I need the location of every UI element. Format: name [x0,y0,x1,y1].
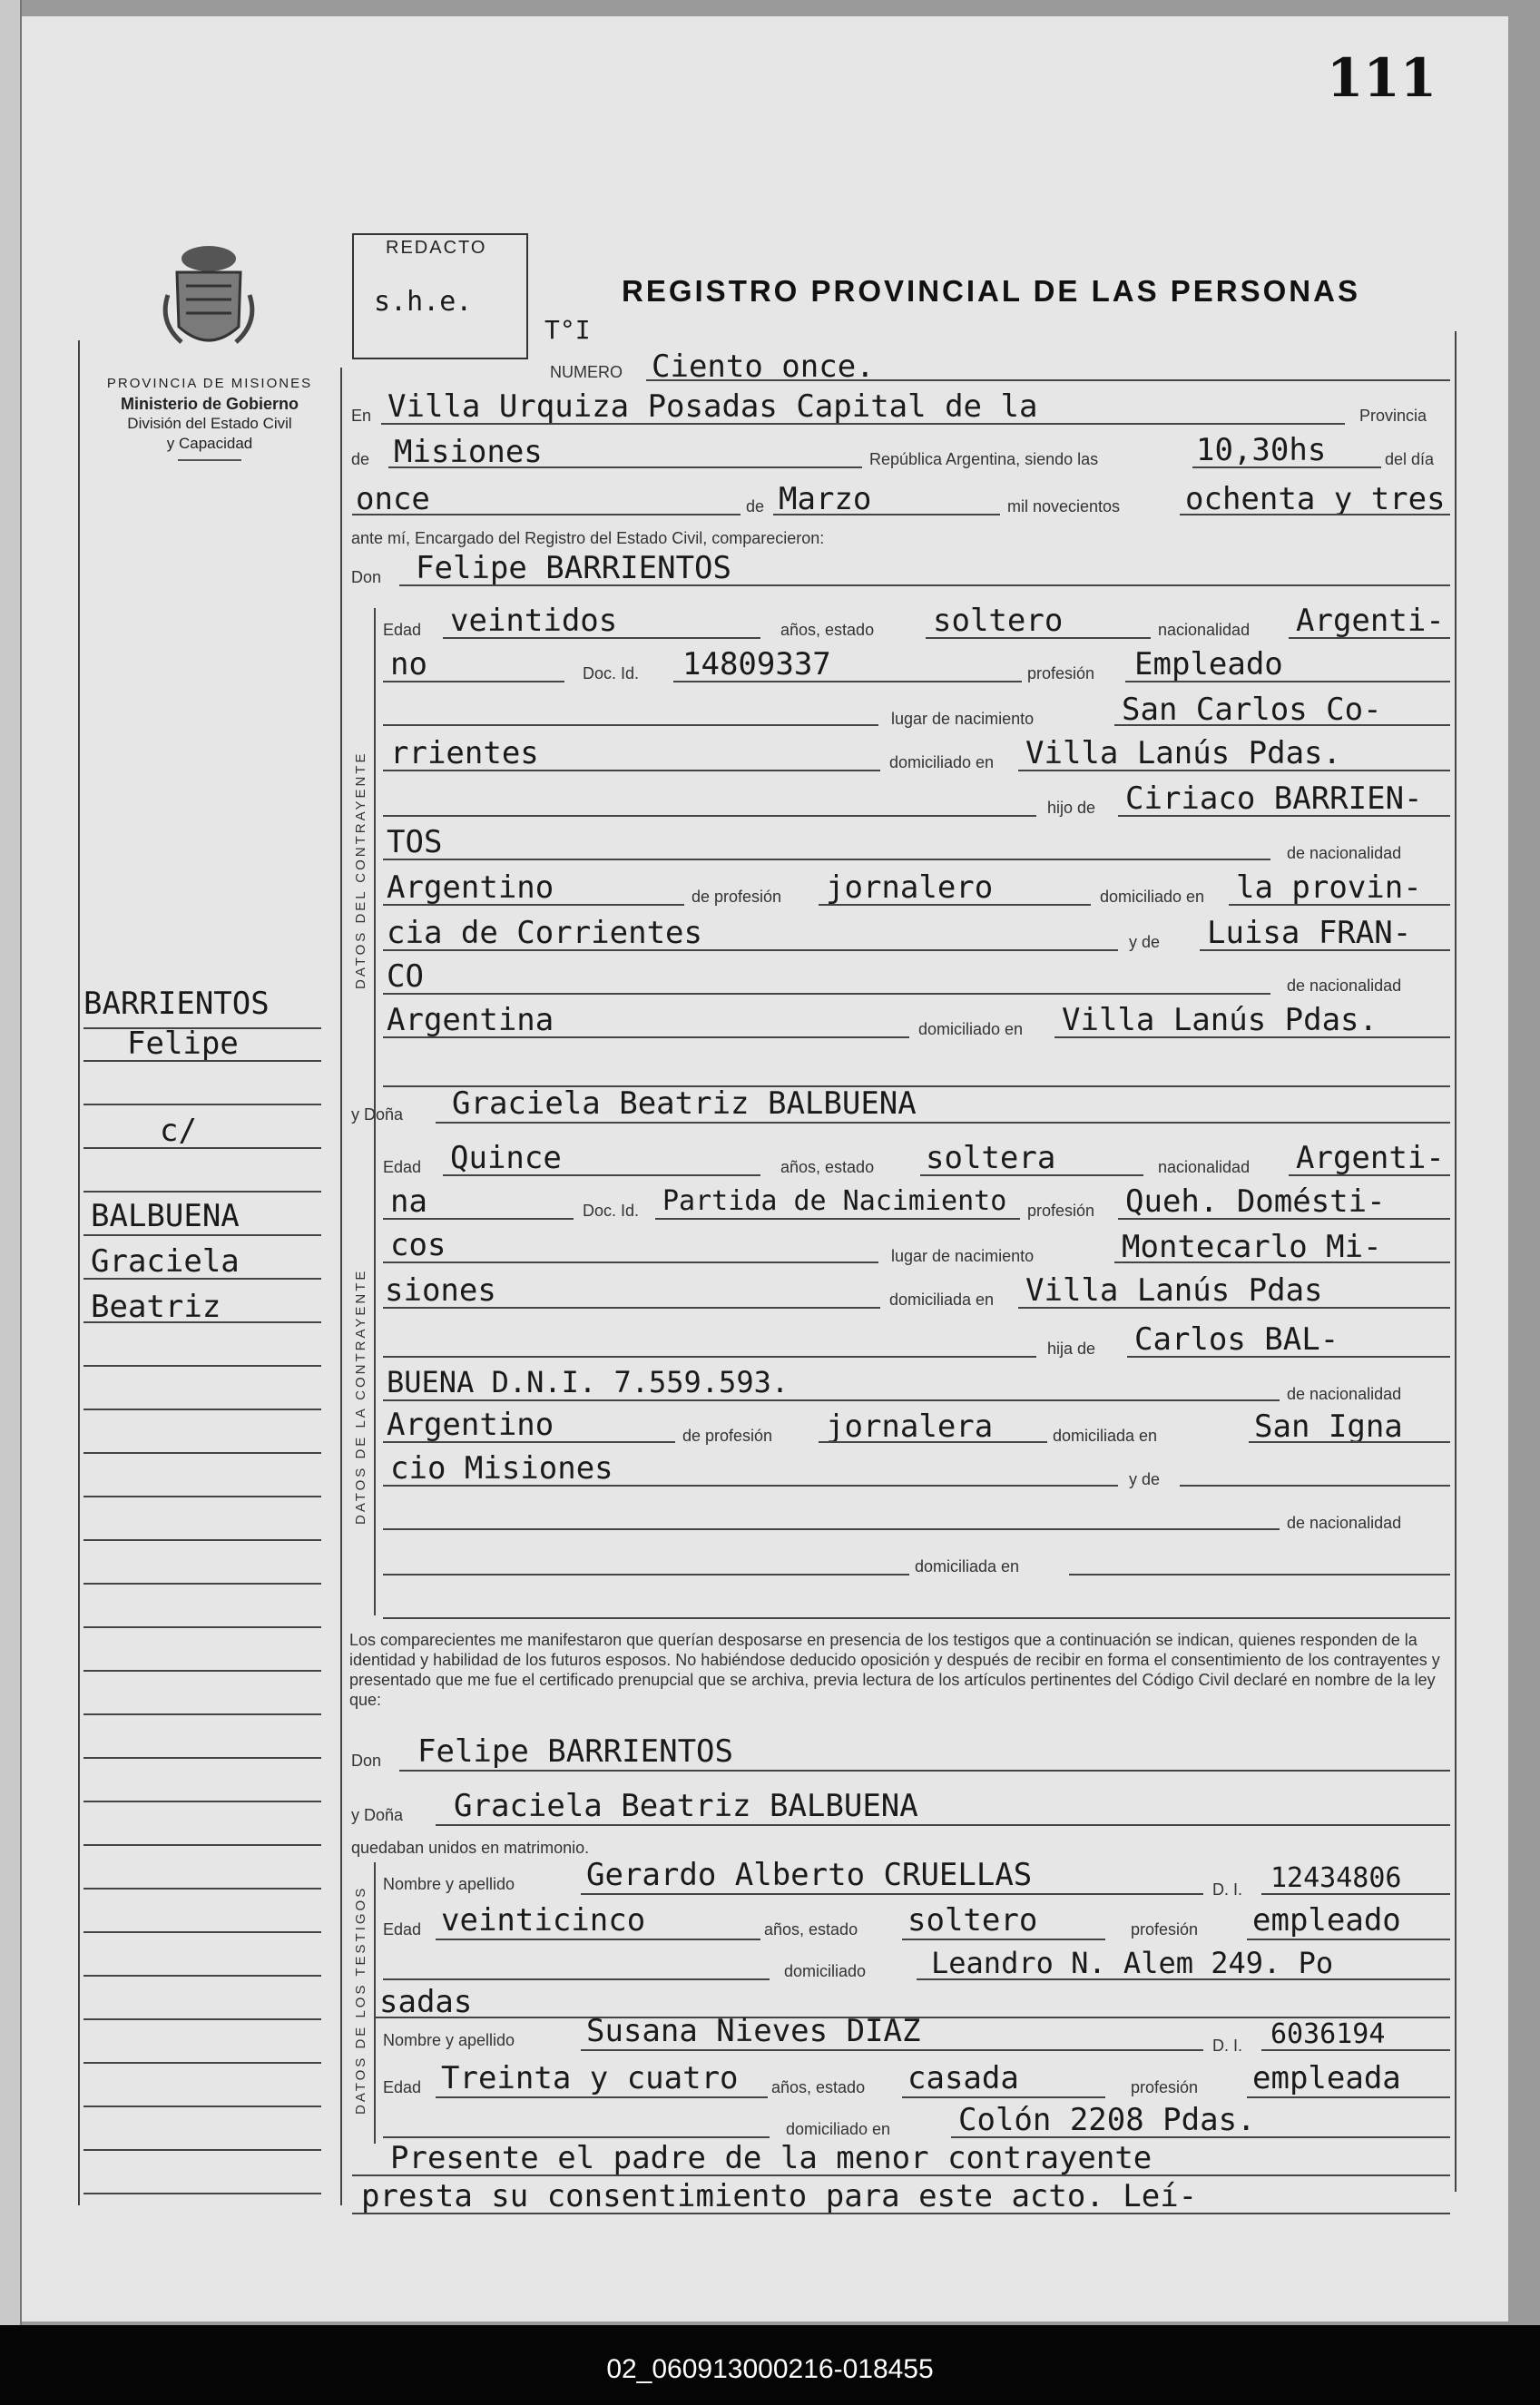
c-edad-value: veintidos [450,603,618,639]
c-madre-value-2: CO [387,958,424,995]
c-madre-dom-label: domiciliado en [918,1020,1024,1038]
f-hija-blank-line [383,1356,1036,1358]
c-nacionalidad-line-2 [383,681,564,682]
f-lugar-nac-label: lugar de nacimiento [891,1247,1035,1265]
t2-estado-line [902,2096,1105,2098]
f-domicilio-value: Villa Lanús Pdas [1025,1272,1323,1309]
c-lugar-nac-value-2: rrientes [390,735,539,771]
c-domicilio-value: Villa Lanús Pdas. [1025,735,1341,771]
c-padre-nac-label: de nacionalidad [1287,844,1402,862]
tomo-mark: T°I [544,315,591,345]
del-dia-label: del día [1385,450,1435,468]
scan-reference-code: 02_060913000216-018455 [606,2354,934,2384]
f-profesion-value-2: cos [390,1227,446,1263]
closing-line-2-rule [352,2213,1450,2214]
f-estado-value: soltera [926,1140,1056,1176]
f-nacionalidad-value-1: Argenti- [1296,1140,1445,1176]
f-nacionalidad-line [1289,1174,1450,1176]
c-nacionalidad-label: nacionalidad [1158,621,1251,639]
f-edad-line [443,1174,760,1176]
f-hija-label: hija de [1047,1340,1096,1358]
f-profesion-label: profesión [1027,1202,1095,1220]
t1-dom-value-2: sadas [379,1984,473,2020]
mes-value: Marzo [779,481,872,517]
margin-rule [83,1626,321,1628]
t2-nombre-line [581,2049,1203,2051]
margin-rule [83,1496,321,1497]
f-padre-prof-label: de profesión [682,1427,773,1445]
c-profesion-label: profesión [1027,664,1095,682]
t1-edad-value: veinticinco [441,1902,646,1939]
margin-rule [83,1844,321,1846]
t2-nombre-value: Susana Nieves DIAZ [586,2013,921,2049]
c-nacionalidad-value-1: Argenti- [1296,603,1445,639]
c-padre-value-2: TOS [387,824,443,860]
office-ministry: Ministerio de Gobierno [120,395,299,413]
t1-nombre-value: Gerardo Alberto CRUELLAS [586,1857,1033,1893]
f-anios-estado-label: años, estado [780,1158,875,1176]
margin-note-name-groom: Felipe [127,1026,239,1062]
margin-rule [83,1234,321,1236]
t1-di-line [1261,1893,1450,1895]
redacto-initials: s.h.e. [374,286,473,318]
contrayenta-block-rule [374,1144,376,1615]
f-padre-dom-line-2 [383,1485,1118,1487]
t1-edad-label: Edad [383,1920,422,1939]
margin-rule [83,1583,321,1585]
f-padre-nac-label: de nacionalidad [1287,1385,1402,1403]
margin-rule [83,1670,321,1672]
t1-di-value: 12434806 [1270,1862,1402,1894]
c-nacionalidad-line [1289,637,1450,639]
c-anios-estado-label: años, estado [780,621,875,639]
t1-dom-label: domiciliado [784,1962,867,1980]
f-profesion-line [1118,1218,1450,1220]
testigos-block-rule [374,1862,376,2144]
c-madre-dom-value: Villa Lanús Pdas. [1062,1002,1378,1038]
t2-edad-line [436,2096,768,2098]
f-madre-nac-label: de nacionalidad [1287,1514,1402,1532]
c-profesion-line [1125,681,1450,682]
c-padre-prof-line [819,904,1091,906]
margin-note-name-bride: Graciela [91,1243,240,1280]
t2-estado-value: casada [907,2060,1019,2096]
c-madre-nac-label: de nacionalidad [1287,977,1402,995]
hora-value: 10,30hs [1196,432,1327,468]
don-line [399,584,1450,586]
margin-rule [83,1931,321,1933]
form-title: REGISTRO PROVINCIAL DE LAS PERSONAS [622,274,1360,308]
margin-rule [83,1147,321,1149]
dona-label: y Doña [351,1105,404,1124]
margin-rule [83,1409,321,1410]
c-domicilio-line [1018,770,1450,771]
issuing-office [78,374,341,461]
t2-dom-line [951,2136,1450,2138]
c-madre-line-2 [383,993,1270,995]
f-estado-line [920,1174,1143,1176]
t1-estado-value: soltero [907,1902,1038,1939]
decl-don-value: Felipe BARRIENTOS [417,1733,733,1770]
hora-line [1192,466,1381,468]
f-block-end-line [383,1617,1450,1619]
f-edad-value: Quince [450,1140,562,1176]
c-nacionalidad-value-2: no [390,646,427,682]
t1-di-label: D. I. [1212,1880,1243,1899]
f-padre-line [1127,1356,1450,1358]
c-padre-nac-line [383,904,684,906]
t1-profesion-value: empleado [1252,1902,1401,1939]
c-padre-nac-value: Argentino [387,869,554,906]
numero-line [646,379,1450,381]
f-doc-line [655,1218,1020,1220]
t2-edad-label: Edad [383,2078,422,2096]
c-estado-value: soltero [933,603,1064,639]
f-doc-label: Doc. Id. [583,1202,640,1220]
republica-label: República Argentina, siendo las [869,450,1099,468]
t2-di-line [1261,2049,1450,2051]
c-doc-label: Doc. Id. [583,664,640,682]
c-padre-prof-value: jornalero [826,869,994,906]
f-padre-line-2 [383,1399,1280,1401]
f-nacionalidad-value-2: na [390,1183,427,1220]
t2-nombre-label: Nombre y apellido [383,2031,515,2049]
anio-line [1180,514,1450,515]
anio-value: ochenta y tres [1185,481,1446,517]
c-domiciliado-label: domiciliado en [889,753,995,771]
c-doc-value: 14809337 [682,646,831,682]
office-divider [178,459,241,461]
c-padre-prof-label: de profesión [692,888,782,906]
f-padre-prof-value: jornalera [826,1409,994,1445]
mil-label: mil novecientos [1007,497,1121,515]
contrayente-section-label: DATOS DEL CONTRAYENTE [353,751,368,989]
f-madre-line [1180,1485,1450,1487]
mes-line [773,514,1000,515]
decl-dona-label: y Doña [351,1806,404,1824]
f-padre-dom-label: domiciliada en [1053,1427,1158,1445]
t1-dom-line [917,1978,1450,1980]
provincia-label: Provincia [1359,407,1427,425]
numero-value: Ciento once. [652,348,875,385]
f-madre-dom-label: domiciliada en [915,1557,1020,1576]
don-label: Don [351,568,382,586]
t2-dom-label: domiciliado en [786,2120,891,2138]
c-edad-label: Edad [383,621,422,639]
decl-don-label: Don [351,1752,382,1770]
margin-rule [83,1801,321,1802]
t1-estado-line [902,1939,1105,1940]
c-padre-dom-line [1229,904,1450,906]
t1-nombre-label: Nombre y apellido [383,1875,515,1893]
c-lugar-nac-line-2 [383,770,880,771]
t1-dom-value-1: Leandro N. Alem 249. Po [931,1946,1334,1980]
margin-rule [83,1888,321,1890]
margin-rule [83,1713,321,1715]
margin-rule [83,2193,321,2194]
dona-line [436,1122,1450,1124]
f-profesion-line-2 [383,1261,878,1263]
c-profesion-value: Empleado [1134,646,1283,682]
t1-estado-label: años, estado [764,1920,858,1939]
c-madre-dom-line [1054,1036,1450,1038]
declaration-paragraph: Los comparecientes me manifestaron que querían desposarse en presencia de los testigos que a continuación se indican, quienes responden de la identidad y habilidad de los futuros esposos. No habiéndose deducido oposición y después de recibir en forma el consentimiento de los contrayentes y presentado que me fue el certificado prenupcial que se archiva, previa lectura de los artículos pertinentes del Código Civil declaré en nombre de la ley que: [349,1631,1440,1709]
dona-value: Graciela Beatriz BALBUENA [452,1085,917,1122]
ante-text: ante mí, Encargado del Registro del Estado Civil, comparecieron: [351,529,825,547]
f-lugar-nac-line-2 [383,1307,880,1309]
margin-rule [83,1539,321,1541]
numero-label: NUMERO [550,363,623,381]
de-mes-label: de [746,497,765,515]
t1-profesion-label: profesión [1131,1920,1199,1939]
c-padre-dom-line-2 [383,949,1118,951]
book-binding-edge [0,0,22,2405]
closing-line-1: Presente el padre de la menor contrayente [390,2140,1153,2176]
f-domicilio-line [1018,1307,1450,1309]
decl-don-line [399,1770,1450,1772]
margin-rule [83,2149,321,2151]
f-lugar-nac-value-1: Montecarlo Mi- [1122,1229,1382,1265]
f-nacionalidad-line-2 [383,1218,574,1220]
f-padre-prof-line [819,1441,1047,1443]
c-blank-line [383,724,878,726]
c-madre-nac-line [383,1036,909,1038]
f-madre-dom-line [1069,1574,1450,1576]
c-padre-dom-value-1: la provin- [1236,869,1422,906]
t2-dom-blank-line [383,2136,770,2138]
c-lugar-nac-value-1: San Carlos Co- [1122,692,1382,728]
f-nacionalidad-label: nacionalidad [1158,1158,1251,1176]
t2-edad-value: Treinta y cuatro [441,2060,739,2096]
c-lugar-nac-label: lugar de nacimiento [891,710,1035,728]
f-madre-nac-line [383,1574,909,1576]
margin-rule [83,2062,321,2064]
coat-of-arms-icon [159,240,259,358]
provincia-value: Misiones [394,434,543,470]
t2-estado-label: años, estado [771,2078,866,2096]
t1-profesion-line [1247,1939,1450,1940]
margin-rule [83,1365,321,1367]
f-padre-value-1: Carlos BAL- [1134,1321,1339,1358]
c-hijo-blank-line [383,815,1036,817]
f-padre-dom-value-1: San Igna [1254,1409,1403,1445]
f-padre-nac-line [383,1441,675,1443]
f-padre-dom-value-2: cio Misiones [390,1450,613,1487]
page-number: 111 [1327,47,1437,109]
t2-profesion-line [1247,2096,1450,2098]
f-y-de-label: y de [1129,1470,1161,1488]
margin-rule [83,1104,321,1105]
contrayenta-section-label: DATOS DE LA CONTRAYENTE [353,1268,368,1525]
c-madre-nac-value: Argentina [387,1002,554,1038]
c-y-de-label: y de [1129,933,1161,951]
c-lugar-nac-line [1114,724,1450,726]
margin-rule [83,2106,321,2107]
margin-note-middle-name-bride: Beatriz [91,1289,221,1325]
f-madre-line-2 [383,1528,1280,1530]
t1-dom-blank-line [383,1978,770,1980]
f-domiciliada-label: domiciliada en [889,1291,995,1309]
office-province: PROVINCIA DE MISIONES [106,376,313,391]
f-profesion-value-1: Queh. Domésti- [1125,1183,1386,1220]
c-madre-value-1: Luisa FRAN- [1207,915,1412,951]
margin-rule-inner [340,368,342,2205]
testigos-section-label: DATOS DE LOS TESTIGOS [353,1885,368,2115]
margin-rule [83,1191,321,1193]
decl-unidos-text: quedaban unidos en matrimonio. [351,1839,590,1857]
provincia-line [388,466,862,468]
c-estado-line [926,637,1151,639]
margin-note-connector: c/ [160,1113,197,1149]
decl-dona-line [436,1824,1450,1826]
f-doc-value: Partida de Nacimiento [662,1185,1007,1217]
margin-note-surname-bride: BALBUENA [91,1198,240,1234]
margin-rule [83,1757,321,1759]
t1-edad-line [436,1939,760,1940]
margin-note-surname-groom: BARRIENTOS [83,986,270,1022]
c-edad-line [443,637,760,639]
margin-rule [83,2018,321,2020]
office-capacity: y Capacidad [166,435,253,452]
lugar-line [381,423,1345,425]
en-label: En [351,407,372,425]
f-padre-nac-value: Argentino [387,1407,554,1443]
f-lugar-nac-value-2: siones [385,1272,496,1309]
decl-dona-value: Graciela Beatriz BALBUENA [454,1788,918,1824]
t2-dom-value: Colón 2208 Pdas. [958,2102,1256,2138]
c-hijo-label: hijo de [1047,799,1096,817]
t2-di-value: 6036194 [1270,2018,1386,2050]
c-doc-line [673,681,1022,682]
redacto-label: REDACTO [386,238,487,258]
f-padre-dom-line [1249,1441,1450,1443]
c-padre-dom-label: domiciliado en [1100,888,1205,906]
closing-line-1-rule [352,2174,1450,2176]
margin-rule [83,1452,321,1454]
dia-value: once [356,481,430,517]
t2-profesion-value: empleada [1252,2060,1401,2096]
dia-line [352,514,741,515]
c-padre-line [1118,815,1450,817]
c-padre-value-1: Ciriaco BARRIEN- [1125,780,1423,817]
margin-rule [83,1975,321,1977]
office-division: División del Estado Civil [127,415,292,432]
c-madre-line [1200,949,1450,951]
t2-di-label: D. I. [1212,2037,1243,2055]
f-edad-label: Edad [383,1158,422,1176]
closing-line-2: presta su consentimiento para este acto. Leí- [361,2178,1198,2214]
margin-rule-outer [78,340,80,2205]
de-label: de [351,450,370,468]
t1-nombre-line [581,1893,1203,1895]
don-value: Felipe BARRIENTOS [416,550,731,586]
right-border [1455,331,1457,2192]
lugar-value: Villa Urquiza Posadas Capital de la [387,388,1038,425]
c-padre-dom-value-2: cia de Corrientes [387,915,702,951]
f-lugar-nac-line [1114,1261,1450,1263]
f-padre-value-2: BUENA D.N.I. 7.559.593. [387,1365,790,1399]
t2-profesion-label: profesión [1131,2078,1199,2096]
c-padre-line-2 [383,859,1270,860]
